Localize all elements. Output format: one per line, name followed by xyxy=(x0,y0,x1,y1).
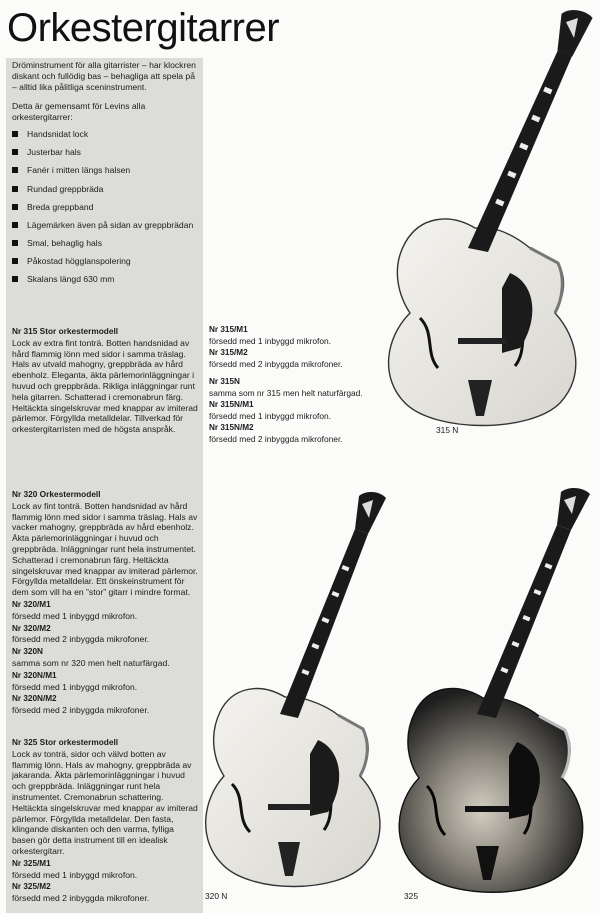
variant-code: Nr 325/M2 xyxy=(12,882,51,892)
bullet-square-icon xyxy=(12,204,18,210)
bullet-square-icon xyxy=(12,149,18,155)
feature-item: Rundad greppbräda xyxy=(12,184,198,195)
variant-desc: försedd med 2 inbyggda mikrofoner. xyxy=(209,358,343,369)
variant-code: Nr 315N/M2 xyxy=(209,423,254,432)
bullet-square-icon xyxy=(12,131,18,137)
guitar-325-illustration xyxy=(393,488,593,900)
feature-item: Lägemärken även på sidan av greppbrädan xyxy=(12,220,198,231)
feature-item: Breda greppband xyxy=(12,202,198,213)
feature-item: Justerbar hals xyxy=(12,147,198,158)
variant-desc: försedd med 1 inbyggd mikrofon. xyxy=(209,335,331,346)
variant-code: Nr 320N/M1 xyxy=(12,670,57,680)
variant-code: Nr 320N/M2 xyxy=(12,694,57,704)
model-325-description: Lock av tonträ, sidor och välvd botten av flammig lönn. Hals av mahogny, greppbräda av jakaranda. Äkta pärlemorinläggningar i huvud och greppbräda. Inläggningar runt hela instrumentet. Cremonabrun schattering. Heltäckta singelskruvar med knappar av imiterad pärlemor. Förgyllda metalldelar. Den fasta, klingande diskanten och den varma, fylliga basen gör detta instrument till en idealisk orkestergitarr. xyxy=(12,748,198,856)
intro-common: Detta är gemensamt för Levins alla orkestergitarrer: xyxy=(12,101,146,123)
variant-code: Nr 315/M2 xyxy=(209,348,248,357)
feature-item: Skalans längd 630 mm xyxy=(12,274,198,285)
variant-code: Nr 315N/M1 xyxy=(209,400,254,409)
variant-code: Nr 320/M2 xyxy=(12,623,51,633)
intro-section xyxy=(12,60,198,293)
variant-desc: försedd med 2 inbyggda mikrofoner. xyxy=(209,433,343,444)
variant-desc: försedd med 2 inbyggda mikrofoner. xyxy=(12,705,150,716)
intro-lead: Dröminstrument för alla gitarrister – har klockren diskant och fullödig bas – behagliga att spela på – alltid lika pålitliga sceninstrument. xyxy=(12,60,196,92)
variant-desc: samma som nr 315 men helt naturfärgad. xyxy=(209,387,363,398)
variant-desc: försedd med 2 inbyggda mikrofoner. xyxy=(12,893,150,904)
variant-desc: försedd med 1 inbyggd mikrofon. xyxy=(209,410,331,421)
model-315-section xyxy=(12,326,198,435)
bullet-square-icon xyxy=(12,167,18,173)
model-320-section xyxy=(12,489,198,716)
page-title: Orkestergitarrer xyxy=(7,6,280,50)
model-325-heading: Nr 325 Stor orkestermodell xyxy=(12,737,119,747)
model-325-section xyxy=(12,737,198,904)
model-315-description: Lock av extra fint tonträ. Botten handsnidad av hård flammig lönn med sidor i samma träslag. Hals av utvald mahogny, greppbräda av hård ebenholz. Eleganta, äkta pärlemorinläggningar i huvud och greppbräda. Rikliga inläggningar runt hela gitarren. Schatterad i cremonabrun färg. Heltäckta singelskruvar med knappar av imiterad pärlemor. Förgyllda metalldelar. Tillverkad för orkestergitarristen med de högsta anspråk. xyxy=(12,337,198,435)
variant-desc: försedd med 1 inbyggd mikrofon. xyxy=(12,681,138,692)
bullet-square-icon xyxy=(12,186,18,192)
feature-item: Smal, behaglig hals xyxy=(12,238,198,249)
guitar-315-illustration xyxy=(380,8,595,438)
variant-code: Nr 325/M1 xyxy=(12,858,51,868)
guitar-320-illustration xyxy=(200,492,390,897)
model-315-variants xyxy=(209,323,399,444)
bullet-square-icon xyxy=(12,222,18,228)
variant-desc: försedd med 1 inbyggd mikrofon. xyxy=(12,610,138,621)
feature-item: Fanér i mitten längs halsen xyxy=(12,165,198,176)
variant-desc: försedd med 1 inbyggd mikrofon. xyxy=(12,869,138,880)
bullet-square-icon xyxy=(12,258,18,264)
caption-315: 315 N xyxy=(436,425,459,435)
model-315-heading: Nr 315 Stor orkestermodell xyxy=(12,326,119,336)
variant-desc: samma som nr 320 men helt naturfärgad. xyxy=(12,657,170,668)
variant-code: Nr 320/M1 xyxy=(12,599,51,609)
variant-code: Nr 315/M1 xyxy=(209,325,248,334)
caption-320: 320 N xyxy=(205,891,228,901)
feature-item: Påkostad högglanspolering xyxy=(12,256,198,267)
model-320-heading: Nr 320 Orkestermodell xyxy=(12,489,101,499)
variant-desc: försedd med 2 inbyggda mikrofoner. xyxy=(12,634,150,645)
model-320-description: Lock av fint tonträ. Botten handsnidad av hård flammig lönn med sidor i samma träslag. Hals av vacker mahogny, greppbräda av hård ebenholz. Äkta pärlemorinläggningar i huvud och greppbräda. Inläggningar runt hela instrumentet. Schatterad i cremonabrun färg. Heltäckta singelskruvar med knappar av imiterad pärlemor. Förgyllda metalldelar. Ett önskeinstrument för dem som vill ha en ”stor” gitarr i mindre format. xyxy=(12,500,198,598)
feature-list xyxy=(12,129,198,285)
bullet-square-icon xyxy=(12,240,18,246)
variant-code: Nr 320N xyxy=(12,647,43,657)
bullet-square-icon xyxy=(12,276,18,282)
feature-item: Handsnidat lock xyxy=(12,129,198,140)
variant-code: Nr 315N xyxy=(209,377,240,386)
caption-325: 325 xyxy=(404,891,418,901)
